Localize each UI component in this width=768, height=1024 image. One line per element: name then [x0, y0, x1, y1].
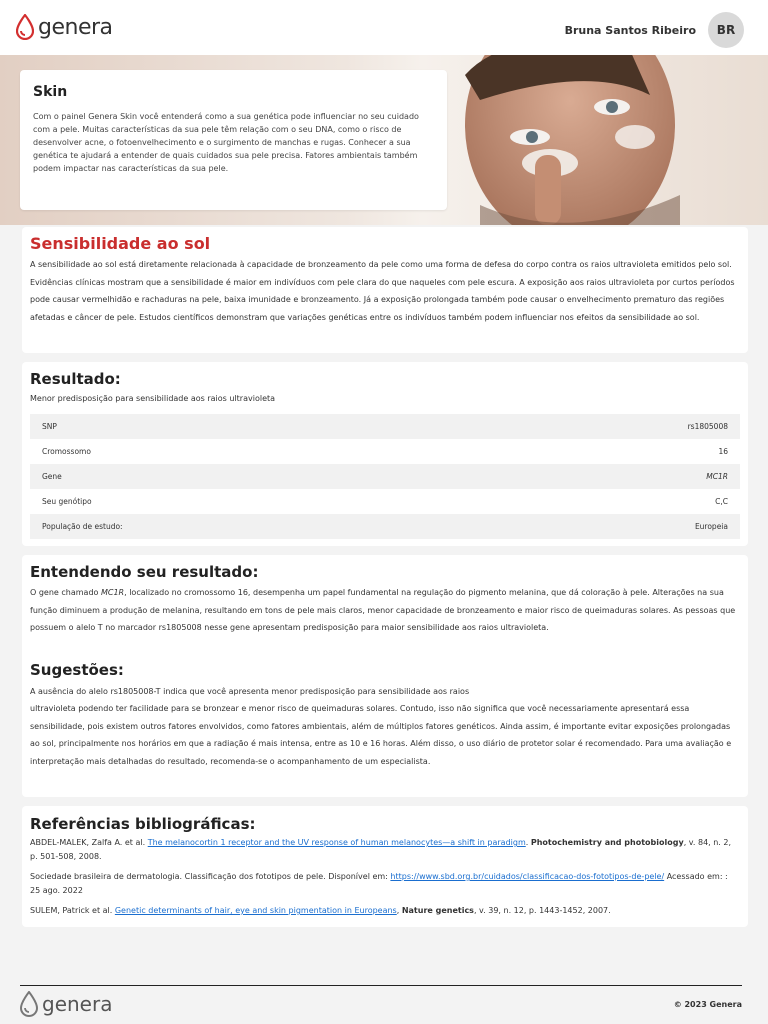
resultado-subtitle: Menor predisposição para sensibilidade aos raios ultravioleta [30, 394, 276, 403]
sugestoes-title: Sugestões: [30, 661, 124, 679]
entendendo-card [22, 555, 748, 797]
footer-divider [20, 985, 742, 986]
gene-name: MC1R [100, 588, 125, 597]
logo-text: genera [38, 14, 113, 40]
row-value: C,C [715, 497, 728, 506]
row-label: Gene [42, 472, 62, 481]
referencias-title: Referências bibliográficas: [30, 815, 256, 833]
table-row [30, 514, 740, 539]
resultado-card [22, 362, 748, 546]
resultado-title: Resultado: [30, 370, 121, 388]
table-row [30, 439, 740, 464]
row-value: MC1R [706, 472, 728, 481]
skin-title: Skin [33, 84, 68, 100]
avatar[interactable]: BR [708, 12, 744, 48]
entendendo-text-part2: , localizado no cromossomo 16, desempenha um papel fundamental na regulação do pigmento melanina, que dá coloração à pele. Alterações na sua função diminuem a produção de melanina, resultando em tons de pele mais claros, menor capacidade de bronzeamento e maior risco de queimaduras solares. As pessoas que possuem o alelo T no marcador rs1805008 nesse gene apresentam predisposição para maior sensibilidade aos raios ultravioleta. [30, 588, 736, 632]
sensibilidade-title: Sensibilidade ao sol [30, 234, 211, 253]
skin-description: Com o painel Genera Skin você entenderá como a sua genética pode influenciar no seu cuidado com a pele. Muitas características da sua pele têm relação com o seu DNA, como o risco de desenvolver acne, o fotoenvelhecimento e o surgimento de manchas e rugas. Conhecer a sua genética te ajudará a entender de quais cuidados sua pele precisa. Fatores ambientais também podem impactar nas características da sua pele. [33, 112, 419, 173]
ref2-link[interactable]: https://www.sbd.org.br/cuidados/classificacao-dos-fototipos-de-pele/ [390, 872, 665, 881]
table-row [30, 489, 740, 514]
reference-2 [30, 870, 740, 898]
entendendo-text-part1: O gene chamado [30, 588, 101, 597]
entendendo-title: Entendendo seu resultado: [30, 563, 259, 581]
row-value: 16 [718, 447, 728, 456]
row-label: População de estudo: [42, 522, 123, 531]
footer-logo [20, 991, 112, 1017]
drop-logo-icon [20, 991, 38, 1017]
row-value: rs1805008 [687, 422, 728, 431]
ref1-journal: Photochemistry and photobiology [530, 838, 684, 847]
ref3-prefix: SULEM, Patrick et al. [30, 906, 115, 915]
hero-photo [420, 55, 768, 225]
ref3-link[interactable]: Genetic determinants of hair, eye and skin pigmentation in Europeans [114, 906, 397, 915]
ref3-suffix: , v. 39, n. 12, p. 1443-1452, 2007. [473, 906, 611, 915]
row-value: Europeia [694, 522, 728, 531]
sensibilidade-card [22, 227, 748, 353]
skin-intro-card [20, 70, 447, 210]
ref1-link[interactable]: The melanocortin 1 receptor and the UV response of human melanocytes—a shift in paradigm [147, 838, 526, 847]
ref1-prefix: ABDEL-MALEK, Zalfa A. et al. [30, 838, 148, 847]
referencias-card [22, 806, 748, 927]
genera-logo[interactable] [16, 14, 113, 40]
ref1-dot: . [525, 838, 531, 847]
reference-3 [30, 904, 740, 918]
drop-logo-icon [16, 14, 34, 40]
user-menu[interactable] [565, 12, 744, 48]
ref3-journal: Nature genetics [401, 906, 474, 915]
ref2-prefix: Sociedade brasileira de dermatologia. Classificação dos fototipos de pele. Disponível em: [30, 872, 391, 881]
entendendo-text [30, 584, 740, 637]
hero-banner [0, 55, 768, 225]
ref1-suffix: , v. 84, n. 2, p. 501-508, 2008. [30, 838, 732, 861]
footer-logo-text: genera [42, 992, 113, 1016]
resultado-table [30, 414, 740, 539]
copyright: © 2023 Genera [673, 1000, 742, 1009]
row-label: Seu genótipo [42, 497, 92, 506]
ref3-comma: , [396, 906, 402, 915]
sensibilidade-text: A sensibilidade ao sol está diretamente relacionada à capacidade de bronzeamento da pele como uma forma de defesa do corpo contra os raios ultravioleta emitidos pelo sol. Evidências clínicas mostram que a sensibilidade é maior em indivíduos com pele clara do que naqueles com pele escura. A exposição aos raios ultravioleta por curtos períodos pode causar vermelhidão e rachaduras na pele, baixa imunidade e bronzeamento. Já a exposição prolongada também pode causar o envelhecimento prematuro das regiões afetadas e câncer de pele. Estudos científicos demonstram que variações genéticas entre os indivíduos também podem influenciar nos efeitos da sensibilidade ao sol. [30, 260, 735, 322]
sugestoes-text: ultravioleta podendo ter facilidade para se bronzear e menor risco de queimaduras solares. Contudo, isso não significa que você necessariamente apresentará essa sensibilidade, pois existem outros fatores envolvidos, como fatores ambientais, além de múltiplos fatores genéticos. Ainda assim, é importante evitar exposições prolongadas ao sol, principalmente nos horários em que a radiação é mais intensa, entre as 10 e 16 horas. Além disso, o uso diário de protetor solar é recomendado. Para uma avaliação e interpretação mais detalhadas do resultado, recomenda-se o acompanhamento de um especialista. [30, 704, 732, 766]
sugestoes-line1: A ausência do alelo rs1805008-T indica que você apresenta menor predisposição para sensibilidade aos raios [30, 687, 470, 696]
top-header [0, 0, 768, 55]
table-row [30, 414, 740, 439]
row-label: Cromossomo [42, 447, 91, 456]
user-name: Bruna Santos Ribeiro [564, 23, 696, 37]
ref2-suffix: Acessado em: : 25 ago. 2022 [30, 872, 728, 895]
reference-1 [30, 836, 740, 864]
row-label: SNP [42, 422, 57, 431]
table-row [30, 464, 740, 489]
